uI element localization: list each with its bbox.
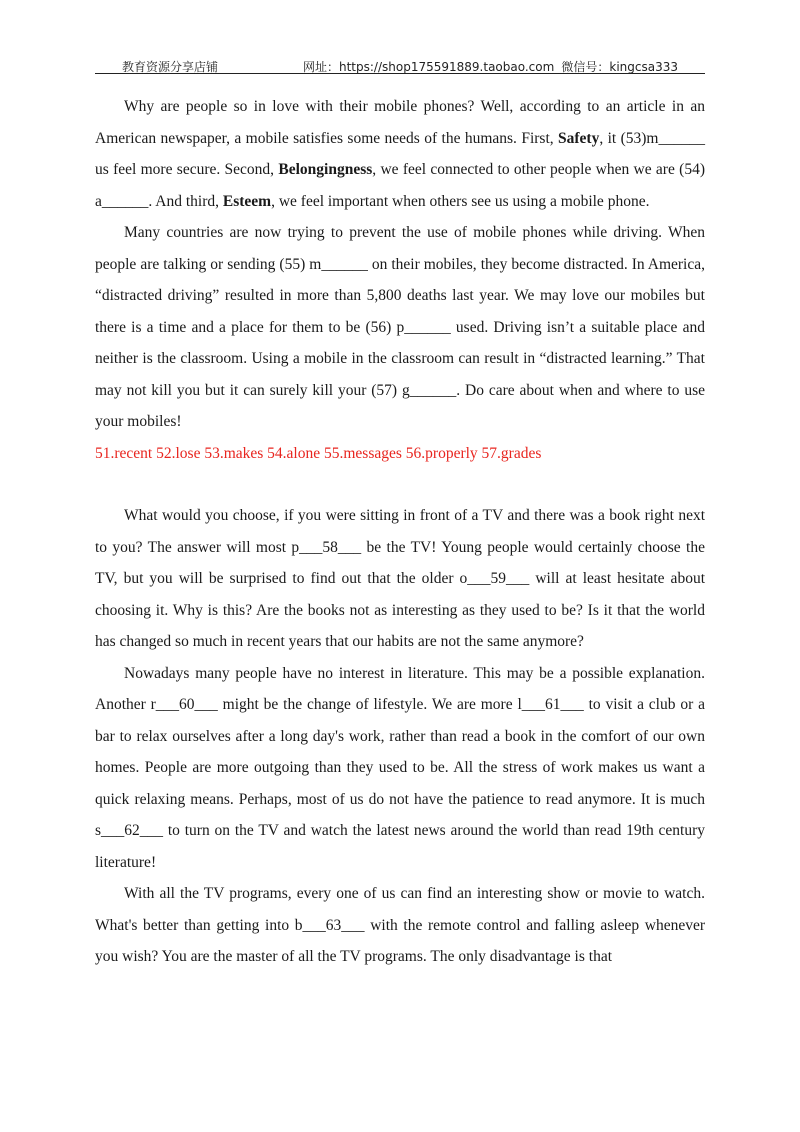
- passage1-p1-text1: Why are people so in love with their mobile phones? Well, according to an article in an American newspaper, a mobile satisfies some needs of the humans. First,: [95, 98, 705, 147]
- passage1-paragraph1: [95, 91, 705, 217]
- passage1-p1-text2: , it (53)m______ us feel more secure. Second,: [95, 129, 705, 178]
- passage1-p1-text4: , we feel important when others see us using a mobile phone.: [271, 192, 650, 210]
- header-url: 网址：https://shop175591889.taobao.com: [303, 60, 555, 74]
- header-shop-name: 教育资源分享店铺: [122, 60, 219, 74]
- keyword-safety: Safety: [558, 129, 600, 147]
- passage1-p1-text3: , we feel connected to other people when we are (54) a______. And third,: [95, 161, 705, 210]
- passage2-paragraph2: Nowadays many people have no interest in literature. This may be a possible explanation. Another r___60___ might be the change of lifestyle. We are more l___61___ to visit a club or a bar to relax ourselves after a long day's work, rather than read a book in the comfort of our own homes. People are more outgoing than they used to be. All the stress of work makes us want a quick relaxing means. Perhaps, most of us do not have the patience to read anymore. It is much s___62___ to turn on the TV and watch the latest news around the world than read 19th century literature!: [95, 664, 705, 871]
- keyword-belongingness: Belongingness: [278, 161, 373, 178]
- passage1-paragraph2: Many countries are now trying to prevent the use of mobile phones while driving. When people are talking or sending (55) m______ on their mobiles, they become distracted. In America, “distracted driving” resulted in more than 5,800 deaths last year. We may love our mobiles but there is a time and a place for them to be (56) p______ used. Driving isn’t a suitable place and neither is the classroom. Using a mobile in the classroom can result in “distracted learning.” That may not kill you but it can surely kill your (57) g______. Do care about when and where to use your mobiles!: [95, 224, 705, 430]
- passage2-paragraph1: What would you choose, if you were sitting in front of a TV and there was a book right next to you? The answer will most p___58___ be the TV! Young people would certainly choose the TV, but you will be surprised to find out that the older o___59___ will at least hesitate about choosing it. Why is this? Are the books not as interesting as they used to be? Is it that the world has changed so much in recent years that our habits are not the same anymore?: [95, 507, 705, 650]
- header-divider: [95, 73, 705, 74]
- keyword-esteem: Esteem: [222, 192, 272, 210]
- page-header: [95, 56, 705, 74]
- header-wechat: 微信号：kingcsa333: [561, 60, 678, 74]
- document-body: [95, 91, 705, 973]
- answer-key: 51.recent 52.lose 53.makes 54.alone 55.messages 56.properly 57.grades: [95, 444, 542, 462]
- passage2-paragraph3: With all the TV programs, every one of us can find an interesting show or movie to watch. What's better than getting into b___63___ with the remote control and falling asleep whenever you wish? You are the master of all the TV programs. The only disadvantage is that: [95, 885, 705, 965]
- section-spacer: [95, 469, 705, 500]
